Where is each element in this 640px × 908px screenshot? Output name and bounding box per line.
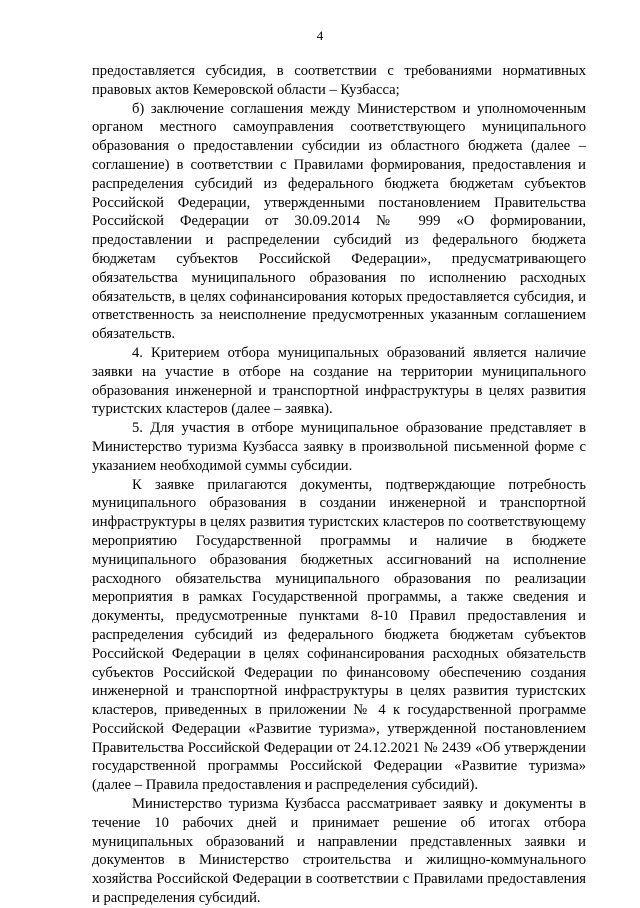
paragraph-continuation: предоставляется субсидия, в соответствии с требованиями нормативных правовых актов Кемеровской области – Кузбасса; bbox=[92, 63, 586, 98]
paragraph-participation: 5. Для участия в отборе муниципальное образование представляет в Министерство туризма Кузбасса заявку в произвольной письменной форме с указанием необходимой суммы субсидии. bbox=[92, 420, 586, 474]
paragraph-attached-documents: К заявке прилагаются документы, подтверждающие потребность муниципального образования в создании инженерной и транспортной инфраструктуры в целях развития туристских кластеров по соответствующему мероприятию Государственной программы и наличие в бюджете муниципального образования бюджетных ассигнований на исполнение расходного обязательства муниципального образования по реализации мероприятия в рамках Государственной программы, а также сведения и документы, предусмотренные пунктами 8-10 Правил предоставления и распределения субсидий из федерального бюджета бюджетам субъектов Российской Федерации в целях софинансирования расходных обязательств субъектов Российской Федерации по финансовому обеспечению создания инженерной и транспортной инфраструктуры в целях развития туристских кластеров, приведенных в приложении № 4 к государственной программе Российской Федерации «Развитие туризма», утвержденной постановлением Правительства Российской Федерации от 24.12.2021 № 2439 «Об утверждении государственной программы Российской Федерации «Развитие туризма» (далее – Правила предоставления и распределения субсидий). bbox=[92, 476, 586, 794]
paragraph-review: Министерство туризма Кузбасса рассматривает заявку и документы в течение 10 рабочих дней и принимает решение об итогах отбора муниципальных образований и направлении представленных заявки и документов в Министерство строительства и жилищно-коммунального хозяйства Российской Федерации в соответствии с Правилами предоставления и распределения субсидий. bbox=[92, 796, 586, 907]
page-number: 4 bbox=[316, 28, 324, 43]
paragraph-selection-criterion: 4. Критерием отбора муниципальных образований является наличие заявки на участие в отборе на создание на территории муниципального образования инженерной и транспортной инфраструктуры в целях развития туристских кластеров (далее – заявка). bbox=[92, 344, 586, 418]
paragraph-agreement: б) заключение соглашения между Министерством и уполномоченным органом местного самоуправления соответствующего муниципального образования о предоставлении субсидии из областного бюджета (далее – соглашение) в соответствии с Правилами формирования, предоставления и распределения субсидий из федерального бюджета бюджетам субъектов Российской Федерации, утвержденными постановлением Правительства Российской Федерации от 30.09.2014 № 999 «О формировании, предоставлении и распределении субсидий из федерального бюджета бюджетам субъектов Российской Федерации», предусматривающего обязательства муниципального образования по исполнению расходных обязательств, в целях софинансирования которых предоставляется субсидия, и ответственность за неисполнение предусмотренных указанным соглашением обязательств. bbox=[92, 100, 586, 343]
document-body bbox=[92, 62, 586, 908]
